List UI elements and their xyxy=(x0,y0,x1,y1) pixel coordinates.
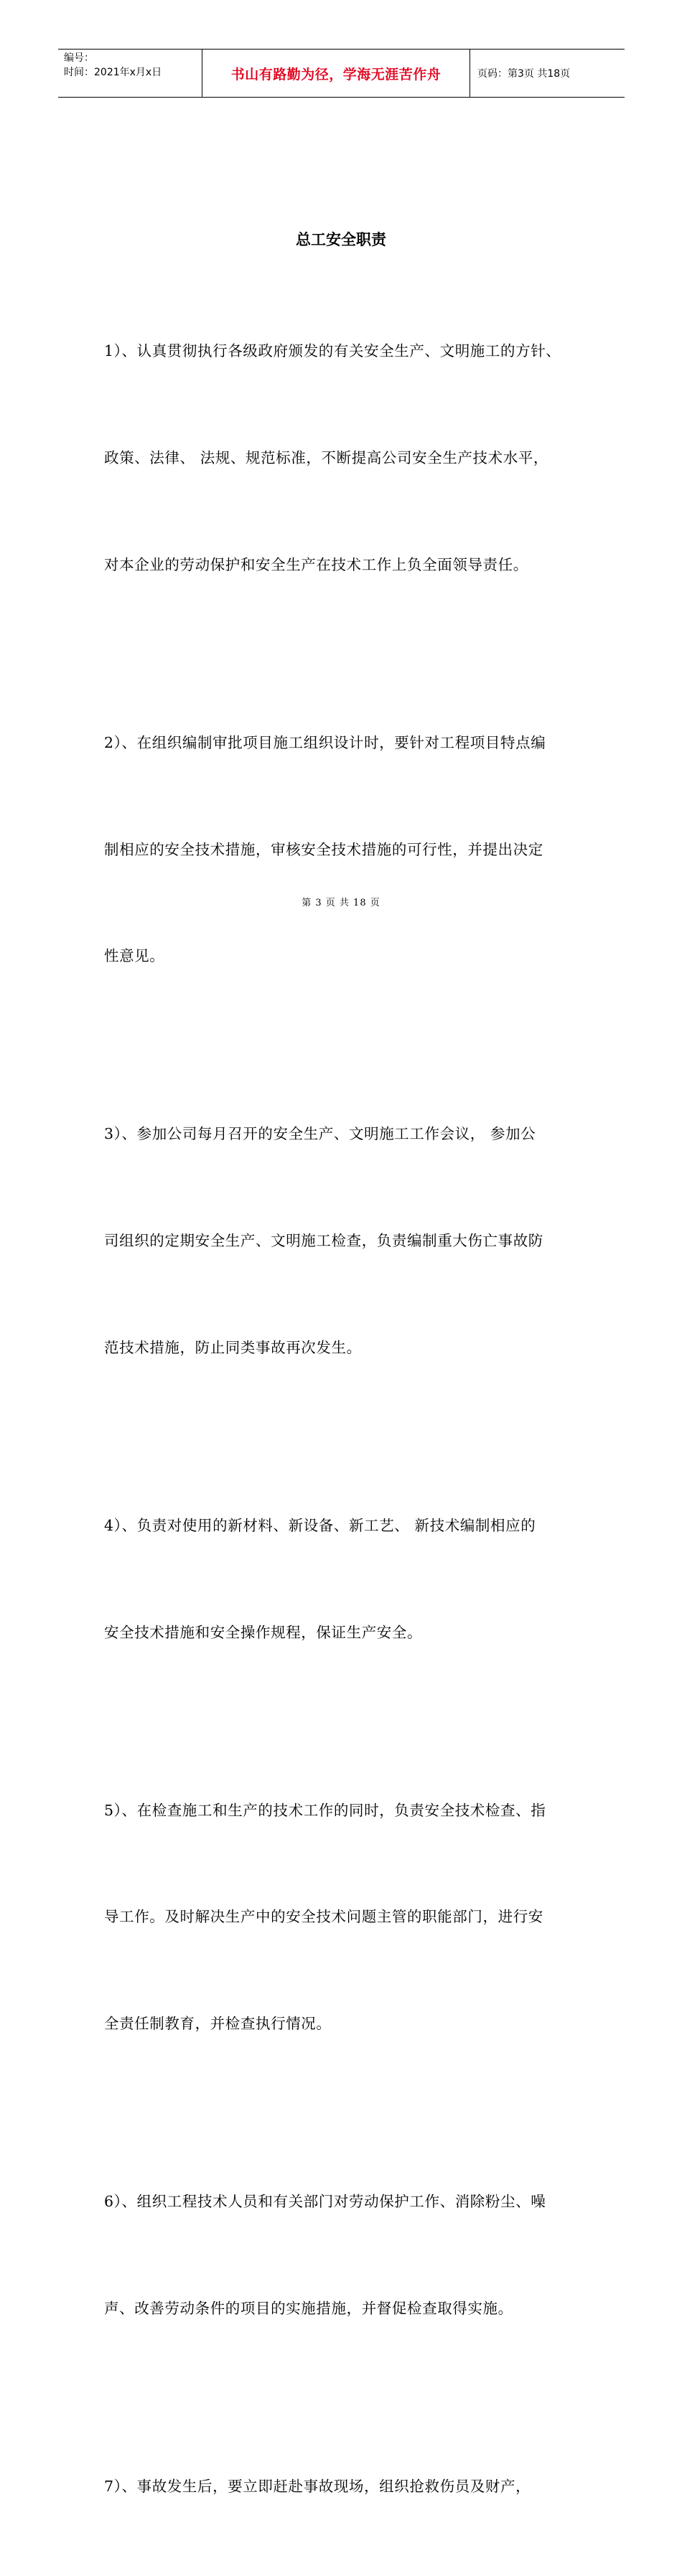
paragraph-6 xyxy=(104,2113,599,2398)
paragraph-line: 政策、法律、 法规、规范标准，不断提高公司安全生产技术水平， xyxy=(104,448,549,466)
header-motto-cell xyxy=(202,50,470,97)
header-meta-cell xyxy=(58,50,202,97)
paragraph-1 xyxy=(104,263,599,654)
paragraph-line: 制相应的安全技术措施，审核安全技术措施的可行性，并提出决定 xyxy=(104,840,543,858)
paragraph-3 xyxy=(104,1045,599,1437)
paragraph-line: 7）、事故发生后，要立即赶赴事故现场，组织抢救伤员及财产， xyxy=(104,2477,531,2495)
page-title: 总工安全职责 xyxy=(296,231,386,248)
doc-time: 时间：2021年x月x日 xyxy=(64,67,162,78)
paragraph-line: 性意见。 xyxy=(104,947,165,965)
header-page-cell xyxy=(470,50,625,97)
document-header xyxy=(58,49,625,98)
paragraph-5 xyxy=(104,1721,599,2113)
paragraph-line: 1）、认真贯彻执行各级政府颁发的有关安全生产、文明施工的方针、 xyxy=(104,342,561,360)
paragraph-line: 5）、在检查施工和生产的技术工作的同时，负责安全技术检查、指 xyxy=(104,1801,546,1819)
doc-number-label: 编号： xyxy=(64,52,94,64)
paragraph-line: 安全技术措施和安全操作规程，保证生产安全。 xyxy=(104,1623,423,1641)
document-body xyxy=(104,263,599,2576)
paragraph-line: 4）、负责对使用的新材料、新设备、新工艺、 新技术编制相应的 xyxy=(104,1516,536,1534)
paragraph-line: 声、改善劳动条件的项目的实施措施，并督促检查取得实施。 xyxy=(104,2299,513,2317)
paragraph-line: 全责任制教育，并检查执行情况。 xyxy=(104,2015,332,2033)
paragraph-4 xyxy=(104,1437,599,1722)
motto-text: 书山有路勤为径，学海无涯苦作舟 xyxy=(230,66,442,83)
paragraph-2 xyxy=(104,654,599,1046)
page-footer: 第 3 页 共 18 页 xyxy=(302,898,380,908)
paragraph-line: 2）、在组织编制审批项目施工组织设计时，要针对工程项目特点编 xyxy=(104,733,546,751)
paragraph-line: 对本企业的劳动保护和安全生产在技术工作上负全面领导责任。 xyxy=(104,555,528,573)
paragraph-line: 导工作。及时解决生产中的安全技术问题主管的职能部门，进行安 xyxy=(104,1908,543,1926)
paragraph-line: 6）、组织工程技术人员和有关部门对劳动保护工作、消除粉尘、噪 xyxy=(104,2193,546,2211)
paragraph-line: 范技术措施，防止同类事故再次发生。 xyxy=(104,1338,362,1356)
paragraph-line: 司组织的定期安全生产、文明施工检查，负责编制重大伤亡事故防 xyxy=(104,1232,543,1250)
paragraph-7 xyxy=(104,2398,599,2576)
header-page-info: 页码：第3页 共18页 xyxy=(477,68,571,80)
paragraph-line: 3）、参加公司每月召开的安全生产、文明施工工作会议， 参加公 xyxy=(104,1125,536,1143)
